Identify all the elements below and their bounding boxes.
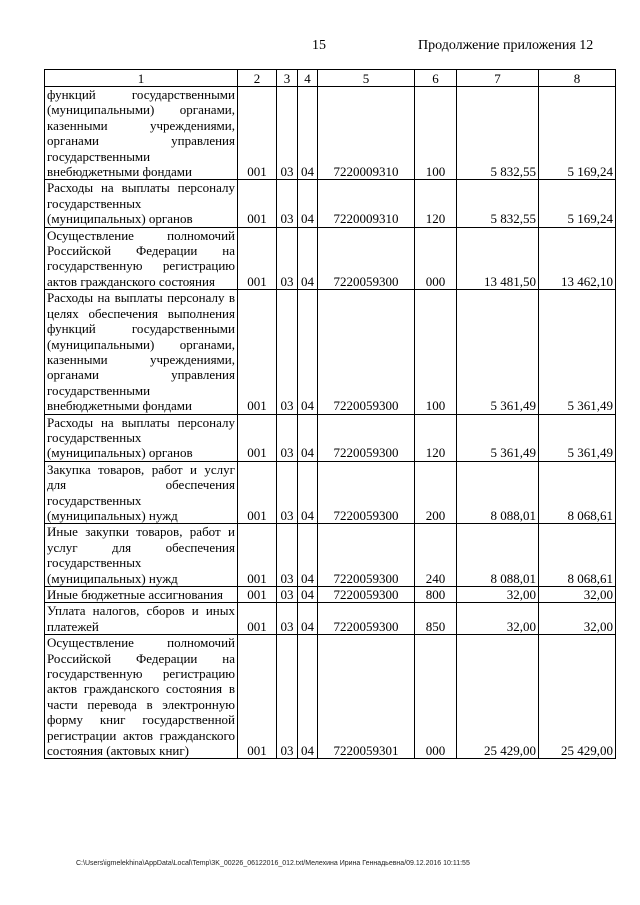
column-header: 5 (318, 70, 415, 87)
amount-col8: 25 429,00 (539, 635, 616, 759)
target-article-code: 7220059300 (318, 290, 415, 414)
column-header: 2 (238, 70, 277, 87)
subsection-code: 04 (298, 461, 318, 524)
row-description: Осуществление полномочий Российской Федерации на государственную регистрацию актов гражданского состояния (45, 227, 238, 290)
column-header: 1 (45, 70, 238, 87)
column-header: 3 (277, 70, 298, 87)
table-row (45, 227, 616, 290)
column-header: 4 (298, 70, 318, 87)
subsection-code: 04 (298, 87, 318, 180)
column-header: 8 (539, 70, 616, 87)
expense-type-code: 120 (415, 180, 457, 227)
target-article-code: 7220009310 (318, 180, 415, 227)
budget-table (44, 69, 616, 759)
section-code: 03 (277, 635, 298, 759)
section-code: 03 (277, 290, 298, 414)
amount-col8: 8 068,61 (539, 461, 616, 524)
column-header: 7 (457, 70, 539, 87)
amount-col7: 8 088,01 (457, 461, 539, 524)
admin-code: 001 (238, 587, 277, 603)
admin-code: 001 (238, 461, 277, 524)
subsection-code: 04 (298, 587, 318, 603)
subsection-code: 04 (298, 290, 318, 414)
continuation-label: Продолжение приложения 12 (418, 38, 594, 53)
expense-type-code: 800 (415, 587, 457, 603)
amount-col8: 32,00 (539, 603, 616, 635)
target-article-code: 7220059301 (318, 635, 415, 759)
table-row (45, 461, 616, 524)
admin-code: 001 (238, 635, 277, 759)
amount-col8: 5 361,49 (539, 290, 616, 414)
admin-code: 001 (238, 87, 277, 180)
expense-type-code: 120 (415, 414, 457, 461)
amount-col8: 8 068,61 (539, 524, 616, 587)
expense-type-code: 100 (415, 290, 457, 414)
table-row (45, 587, 616, 603)
expense-type-code: 100 (415, 87, 457, 180)
row-description: Расходы на выплаты персоналу государственных (муниципальных) органов (45, 414, 238, 461)
expense-type-code: 200 (415, 461, 457, 524)
amount-col8: 5 169,24 (539, 87, 616, 180)
admin-code: 001 (238, 290, 277, 414)
amount-col8: 32,00 (539, 587, 616, 603)
row-description: Закупка товаров, работ и услуг для обеспечения государственных (муниципальных) нужд (45, 461, 238, 524)
row-description: функций государственными (муниципальными) органами, казенными учреждениями, органами управления государственными внебюджетными фондами (45, 87, 238, 180)
page-number: 15 (312, 38, 326, 53)
subsection-code: 04 (298, 180, 318, 227)
amount-col8: 13 462,10 (539, 227, 616, 290)
table-row (45, 414, 616, 461)
subsection-code: 04 (298, 227, 318, 290)
section-code: 03 (277, 87, 298, 180)
amount-col7: 5 832,55 (457, 180, 539, 227)
expense-type-code: 000 (415, 227, 457, 290)
target-article-code: 7220059300 (318, 587, 415, 603)
table-row (45, 87, 616, 180)
header-row (45, 70, 616, 87)
file-path-footer: C:\Users\igmelekhina\AppData\Local\Temp\3K_00226_06122016_012.txt/Мелехина Ирина Геннадьевна/09.12.2016 10:11:55 (76, 860, 470, 867)
section-code: 03 (277, 587, 298, 603)
section-code: 03 (277, 524, 298, 587)
section-code: 03 (277, 603, 298, 635)
admin-code: 001 (238, 227, 277, 290)
target-article-code: 7220059300 (318, 227, 415, 290)
table-row (45, 603, 616, 635)
amount-col7: 13 481,50 (457, 227, 539, 290)
row-description: Иные бюджетные ассигнования (45, 587, 238, 603)
subsection-code: 04 (298, 414, 318, 461)
table-row (45, 635, 616, 759)
target-article-code: 7220009310 (318, 87, 415, 180)
section-code: 03 (277, 414, 298, 461)
target-article-code: 7220059300 (318, 603, 415, 635)
amount-col7: 5 361,49 (457, 414, 539, 461)
row-description: Расходы на выплаты персоналу государственных (муниципальных) органов (45, 180, 238, 227)
section-code: 03 (277, 227, 298, 290)
row-description: Осуществление полномочий Российской Федерации на государственную регистрацию актов гражданского состояния в части перевода в электронную форму книг государственной регистрации актов гражданского состояния (актовых книг) (45, 635, 238, 759)
admin-code: 001 (238, 180, 277, 227)
amount-col8: 5 361,49 (539, 414, 616, 461)
section-code: 03 (277, 180, 298, 227)
table-row (45, 524, 616, 587)
subsection-code: 04 (298, 524, 318, 587)
expense-type-code: 850 (415, 603, 457, 635)
target-article-code: 7220059300 (318, 524, 415, 587)
admin-code: 001 (238, 524, 277, 587)
row-description: Расходы на выплаты персоналу в целях обеспечения выполнения функций государственными (муниципальными) органами, казенными учреждениями, органами управления государственными внебюджетными фондами (45, 290, 238, 414)
row-description: Уплата налогов, сборов и иных платежей (45, 603, 238, 635)
amount-col7: 5 832,55 (457, 87, 539, 180)
expense-type-code: 240 (415, 524, 457, 587)
subsection-code: 04 (298, 635, 318, 759)
amount-col7: 32,00 (457, 587, 539, 603)
subsection-code: 04 (298, 603, 318, 635)
amount-col7: 5 361,49 (457, 290, 539, 414)
target-article-code: 7220059300 (318, 461, 415, 524)
row-description: Иные закупки товаров, работ и услуг для обеспечения государственных (муниципальных) нужд (45, 524, 238, 587)
amount-col7: 8 088,01 (457, 524, 539, 587)
column-header: 6 (415, 70, 457, 87)
amount-col8: 5 169,24 (539, 180, 616, 227)
target-article-code: 7220059300 (318, 414, 415, 461)
amount-col7: 25 429,00 (457, 635, 539, 759)
table-row (45, 290, 616, 414)
table-row (45, 180, 616, 227)
expense-type-code: 000 (415, 635, 457, 759)
section-code: 03 (277, 461, 298, 524)
admin-code: 001 (238, 603, 277, 635)
admin-code: 001 (238, 414, 277, 461)
amount-col7: 32,00 (457, 603, 539, 635)
